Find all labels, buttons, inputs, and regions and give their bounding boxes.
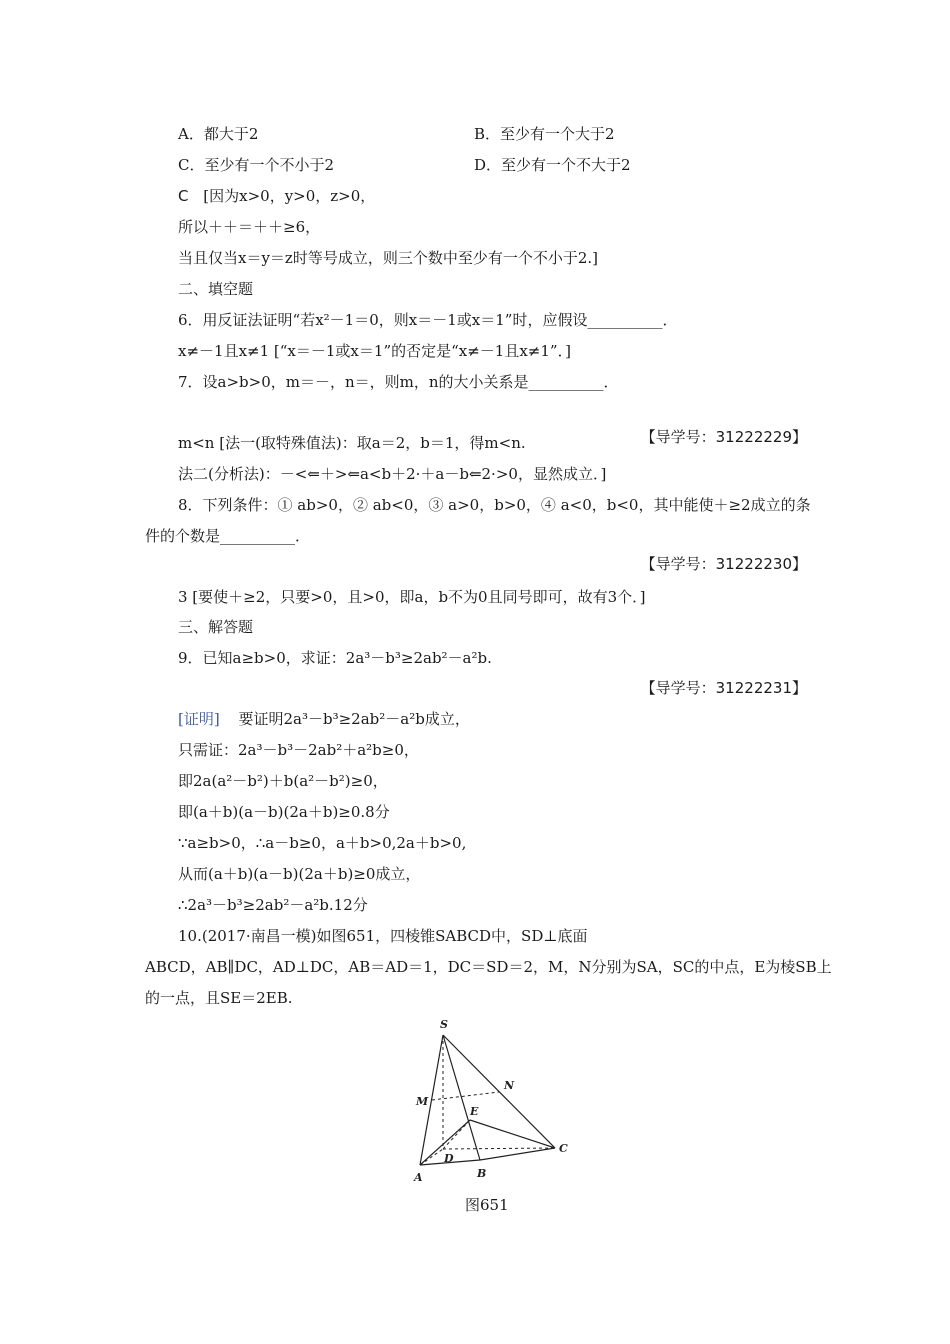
- q10-line1: 10.(2017·南昌一模)如图651，四棱锥SABCD中，SD⊥底面: [178, 927, 588, 945]
- q8-ref: 【导学号：31222230】: [640, 555, 807, 573]
- q9-ref: 【导学号：31222231】: [640, 679, 807, 697]
- q9-proof-line: 从而(a＋b)(a－b)(2a＋b)≥0成立，: [178, 865, 421, 883]
- q5-answer-line2: 所以＋＋＝＋＋≥6，: [178, 218, 321, 236]
- q9-proof-line1: [178, 709, 470, 729]
- pyramid-figure: [410, 1015, 575, 1190]
- q7-ref: 【导学号：31222229】: [640, 428, 807, 446]
- segment-MN: [432, 1092, 499, 1100]
- option-b: B．至少有一个大于2: [474, 125, 615, 143]
- segment-EC: [470, 1120, 555, 1148]
- q9-proof-line: 即(a＋b)(a－b)(2a＋b)≥0.8分: [178, 803, 390, 821]
- q6-answer: x≠－1且x≠1 [“x＝－1或x＝1”的否定是“x≠－1且x≠1”．]: [178, 342, 571, 360]
- section-fill-in: 二、填空题: [178, 280, 254, 298]
- label-E: E: [470, 1105, 479, 1118]
- q7-answer-1: m<n [法一(取特殊值法)：取a＝2，b＝1，得m<n.: [178, 434, 526, 452]
- proof-tag: [证明]: [178, 710, 220, 728]
- label-C: C: [559, 1142, 568, 1155]
- q8-answer: 3 [要使＋≥2，只要>0，且>0，即a，b不为0且同号即可，故有3个．]: [178, 588, 646, 606]
- q6-question: 6．用反证法证明“若x²－1＝0，则x＝－1或x＝1”时，应假设__________．: [178, 311, 678, 329]
- q5-answer-letter: C: [178, 187, 189, 205]
- label-A: A: [414, 1171, 423, 1184]
- q7-answer-2: 法二(分析法)：－<⇐＋>⇐a<b＋2·＋a－b⇐2·>0，显然成立．]: [178, 465, 607, 483]
- q8-question-1: 8．下列条件：① ab>0，② ab<0，③ a>0，b>0，④ a<0，b<0，其中能使＋≥2成立的条: [178, 496, 811, 514]
- label-D: D: [444, 1152, 454, 1165]
- figure-caption: 图651: [465, 1196, 509, 1214]
- q9-proof-line: 只需证：2a³－b³－2ab²＋a²b≥0，: [178, 741, 419, 759]
- option-a: A．都大于2: [178, 125, 259, 143]
- option-d: D．至少有一个不大于2: [474, 156, 631, 174]
- q5-answer: [178, 186, 375, 206]
- q8-question-2: 件的个数是__________．: [145, 527, 311, 545]
- q9-question: 9．已知a≥b>0，求证：2a³－b³≥2ab²－a²b.: [178, 649, 492, 667]
- label-M: M: [416, 1095, 429, 1108]
- label-B: B: [477, 1167, 487, 1180]
- option-c: C．至少有一个不小于2: [178, 156, 335, 174]
- q10-line2: ABCD，AB∥DC，AD⊥DC，AB＝AD＝1，DC＝SD＝2，M，N分别为SA，SC的中点，E为棱SB上: [145, 958, 832, 976]
- proof-line1-text: 要证明2a³－b³≥2ab²－a²b成立，: [238, 710, 470, 728]
- q5-answer-line3: 当且仅当x＝y＝z时等号成立，则三个数中至少有一个不小于2.]: [178, 249, 599, 267]
- label-S: S: [440, 1018, 448, 1031]
- edge-BC: [480, 1148, 555, 1160]
- q10-line3: 的一点，且SE＝2EB.: [145, 989, 293, 1007]
- section-solve: 三、解答题: [178, 618, 254, 636]
- label-N: N: [504, 1079, 515, 1092]
- q9-proof-line: ∵a≥b>0，∴a－b≥0，a＋b>0,2a＋b>0,: [178, 834, 467, 852]
- q9-proof-line: ∴2a³－b³≥2ab²－a²b.12分: [178, 896, 368, 914]
- q7-question: 7．设a>b>0，m＝－，n＝，则m，n的大小关系是__________．: [178, 373, 619, 391]
- q5-answer-text: [因为x>0，y>0，z>0，: [203, 187, 376, 205]
- q9-proof-line: 即2a(a²－b²)＋b(a²－b²)≥0，: [178, 772, 388, 790]
- edge-DC: [443, 1148, 555, 1149]
